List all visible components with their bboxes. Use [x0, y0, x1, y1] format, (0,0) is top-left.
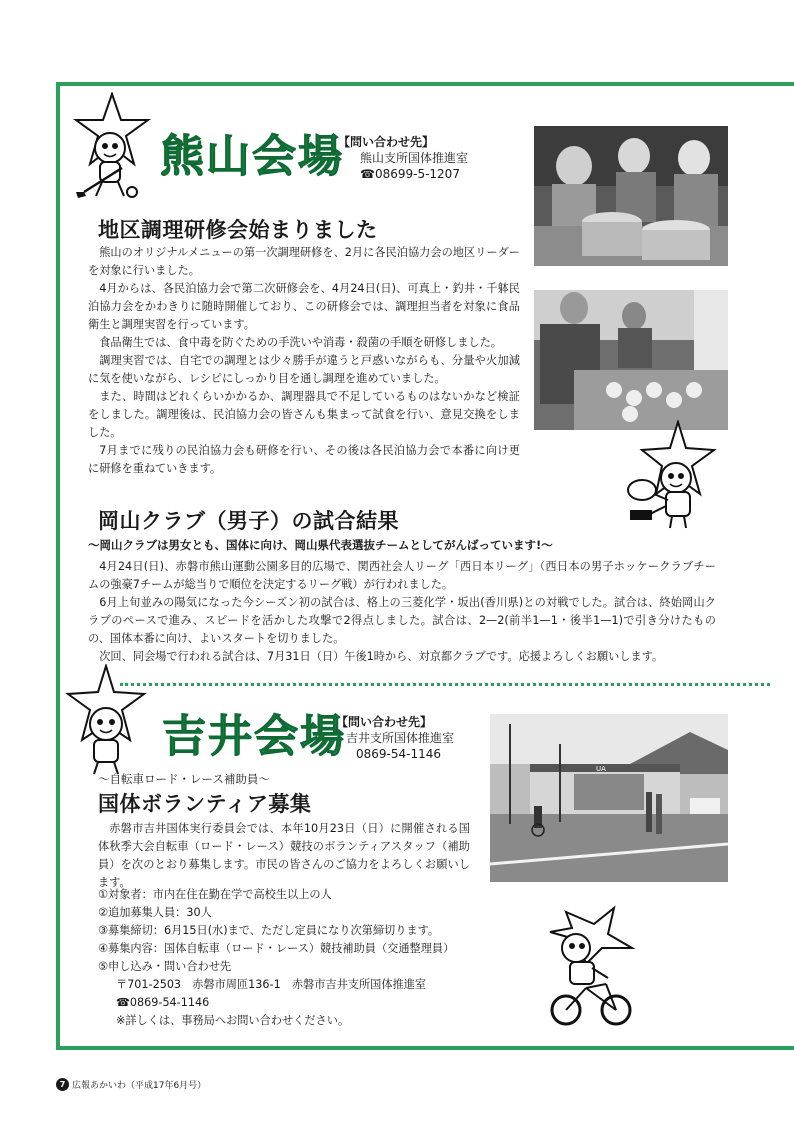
paragraph: 調理実習では、自宅での調理とは少々勝手が違うと戸惑いながらも、分量や火加減に気を使いながら、レシピにしっかり目を通し調理を進めていました。 [88, 354, 520, 385]
photo-cooking-training [534, 126, 728, 266]
contact-phone: 0869-54-1146 [356, 747, 442, 761]
volunteer-details-list [98, 886, 518, 1030]
article-title-cooking: 地区調理研修会始まりました [98, 218, 378, 242]
contact-phone: ☎0869-54-1146 [116, 996, 210, 1009]
paragraph: 4月からは、各民泊協力会で第二次研修会を、4月24日(日)、可真上・釣井・千躰民泊協力会をかわきりに随時開催しており、この研修会では、調理担当者を対象に食品衛生と調理実習を行っています。 [88, 282, 520, 331]
photo-cooking-table [534, 290, 728, 430]
mascot-hockey-illustration [72, 92, 152, 204]
list-item: ①対象者：市内在住在勤在学で高校生以上の人 [98, 888, 332, 901]
note: ※詳しくは、事務局へお問い合わせください。 [116, 1014, 350, 1027]
list-item: ④募集内容：国体自転車（ロード・レース）競技補助員（交通整理員） [98, 942, 455, 955]
photo-cycling-road [490, 714, 728, 882]
article-pretitle-volunteer: 〜自転車ロード・レース補助員〜 [98, 772, 270, 786]
mascot-cooking-illustration [620, 420, 720, 532]
list-item: ②追加募集人員：30人 [98, 906, 212, 919]
article-subtitle-hockey: 〜岡山クラブは男女とも、国体に向け、岡山県代表選抜チームとしてがんばっています!〜 [88, 538, 553, 552]
article-title-volunteer: 国体ボランティア募集 [98, 792, 312, 816]
paragraph: 4月24日(日)、赤磐市熊山運動公園多目的広場で、関西社会人リーグ「西日本リーグ」（西日本の男子ホッケークラブチームの強豪7チームが総当りで順位を決定するリーグ戦）が行われました。 [88, 560, 716, 591]
paragraph: 6月上旬並みの陽気になった今シーズン初の試合は、格上の三菱化学・坂出(香川県)との対戦でした。試合は、終始岡山クラブのペースで進み、スピードを活かした攻撃で2得点しました。試合は、2—2(前半1—1・後半1—1)で引き分けたものの、国体本番に向け、よいスタートを切りました。 [88, 596, 716, 645]
paragraph: 赤磐市吉井国体実行委員会では、本年10月23日（日）に開催される国体秋季大会自転車（ロード・レース）競技のボランティアスタッフ（補助員）を次のとおり募集します。市民の皆さんのご協力をよろしくお願いします。 [98, 822, 470, 889]
contact-phone: ☎08699-5-1207 [360, 167, 460, 181]
frame-top-rule [56, 82, 794, 86]
contact-label: 【問い合わせ先】 [338, 135, 435, 149]
list-item: ⑤申し込み・問い合わせ先 [98, 960, 232, 973]
contact-label: 【問い合わせ先】 [336, 715, 433, 729]
contact-block-yoshii [336, 714, 454, 762]
mascot-section2-illustration [62, 664, 154, 776]
contact-office: 熊山支所国体推進室 [360, 151, 469, 165]
paragraph: また、時間はどれくらいかかるか、調理器具で不足しているものはないかなど検証をしました。調理後は、民泊協力会の皆さんも集まって試食を行い、意見交換をしました。 [88, 390, 520, 439]
article-title-hockey: 岡山クラブ（男子）の試合結果 [98, 509, 399, 533]
list-item: ③募集締切：6月15日(水)まで、ただし定員になり次第締切ります。 [98, 924, 440, 937]
store-sign-text: UA [596, 765, 606, 773]
contact-office: 吉井支所国体推進室 [346, 731, 455, 745]
paragraph: 食品衛生では、食中毒を防ぐための手洗いや消毒・殺菌の手順を研修しました。 [99, 336, 502, 349]
section-divider [120, 683, 770, 686]
mascot-cyclist-illustration [536, 904, 640, 1028]
publication-name: 広報あかいわ（平成17年6月号） [72, 1081, 207, 1091]
page-footer [56, 1078, 206, 1091]
contact-address: 〒701-2503 赤磐市周匝136-1 赤磐市吉井支所国体推進室 [116, 978, 427, 991]
venue-title-kumayama: 熊山会場 [160, 131, 344, 182]
paragraph: 熊山のオリジナルメニューの第一次調理研修を、2月に各民泊協力会の地区リーダーを対象に行いました。 [88, 246, 520, 277]
article-body-volunteer [98, 820, 470, 892]
frame-left-rule [56, 82, 60, 1050]
frame-bottom-rule [56, 1046, 794, 1050]
paragraph: 次回、同会場で行われる試合は、7月31日（日）午後1時から、対京都クラブです。応援よろしくお願いします。 [99, 650, 664, 663]
article-body-hockey [88, 558, 716, 666]
venue-title-yoshii: 吉井会場 [162, 711, 346, 762]
article-body-cooking [88, 244, 520, 478]
contact-block-kumayama [338, 134, 468, 182]
paragraph: 7月までに残りの民泊協力会も研修を行い、その後は各民泊協力会で本番に向け更に研修を重ねていきます。 [88, 444, 520, 475]
page-number: 7 [56, 1078, 69, 1091]
